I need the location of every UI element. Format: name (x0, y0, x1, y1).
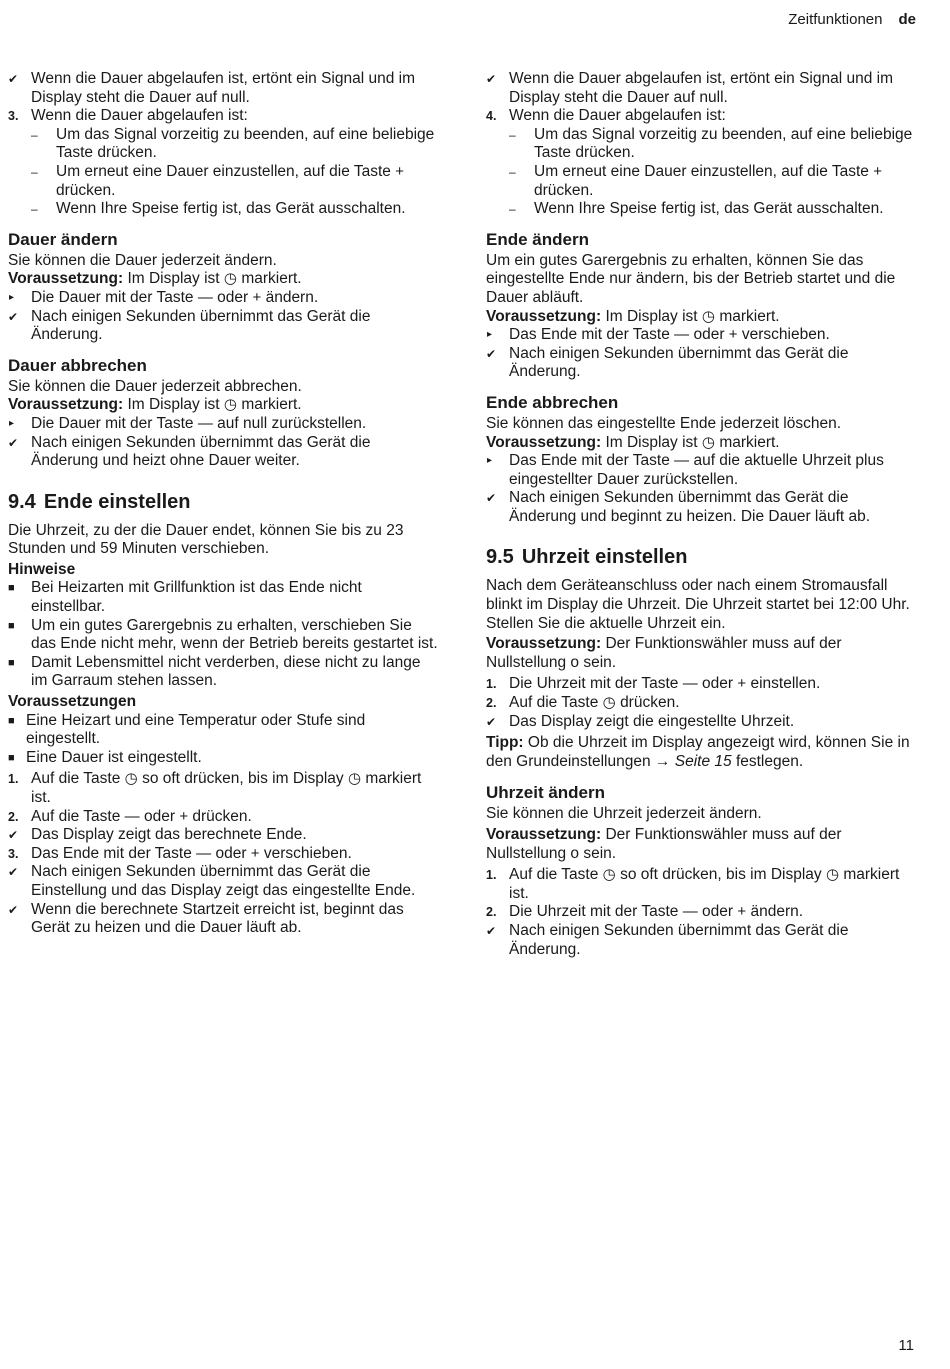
minus-icon: — (196, 844, 212, 862)
triangle-icon: ▸ (9, 417, 15, 429)
step-number: 3. (8, 846, 19, 861)
triangle-icon: ▸ (487, 455, 493, 467)
dash-icon: – (31, 164, 38, 179)
clock-icon: ◷ (223, 270, 237, 288)
result-item: ✔ Wenn die Dauer abgelaufen ist, ertönt ein Signal und im Display steht die Dauer auf null. (8, 70, 416, 106)
requirement-item: ■ Eine Heizart und eine Temperatur oder Stufe sind eingestellt. (8, 711, 366, 748)
note-item: ■ Damit Lebensmittel nicht verderben, diese nicht zu lange im Garraum stehen lassen. (8, 653, 421, 690)
step-number: 3. (8, 109, 19, 124)
check-icon: ✔ (8, 828, 19, 843)
dash-icon: – (509, 202, 516, 217)
page-link[interactable]: Seite 15 (674, 752, 732, 770)
requirement: Voraussetzung: Im Display ist ◷ markiert. (486, 433, 780, 451)
clock-icon: ◷ (701, 433, 715, 451)
section-heading-9-5: 9.5 Uhrzeit einstellen (486, 546, 688, 569)
result-item: ✔ Nach einigen Sekunden übernimmt das Gerät die Änderung. (486, 344, 849, 381)
square-bullet-icon: ■ (8, 582, 15, 595)
minus-icon: — (682, 675, 698, 693)
paragraph: Sie können die Uhrzeit jederzeit ändern. (486, 805, 762, 823)
result-item: ✔ Wenn die Dauer abgelaufen ist, ertönt ein Signal und im Display steht die Dauer auf null. (486, 70, 894, 106)
step-number: 1. (8, 772, 19, 787)
square-bullet-icon: ■ (8, 656, 15, 669)
check-icon: ✔ (486, 714, 497, 729)
check-icon: ✔ (486, 923, 497, 938)
requirement-item: ■ Eine Dauer ist eingestellt. (8, 748, 202, 766)
heading-uhrzeit-aendern: Uhrzeit ändern (486, 783, 606, 803)
check-icon: ✔ (486, 346, 497, 361)
result-item: ✔ Wenn die berechnete Startzeit erreicht ist, beginnt das Gerät zu heizen und die Dauer läuft ab. (8, 900, 404, 937)
triangle-icon: ▸ (9, 291, 15, 303)
triangle-icon: ▸ (487, 329, 493, 341)
sub-item: – Wenn Ihre Speise fertig ist, das Gerät ausschalten. (509, 200, 884, 218)
check-icon: ✔ (8, 435, 19, 450)
result-item: ✔ Nach einigen Sekunden übernimmt das Gerät die Einstellung und das Display zeigt das eingestellte Ende. (8, 863, 416, 899)
action-item: ▸ Das Ende mit der Taste — oder + verschieben. (487, 326, 830, 344)
clock-icon: ◷ (223, 396, 237, 414)
minus-icon: — (197, 414, 213, 432)
dash-icon: – (509, 127, 516, 142)
clock-icon: ◷ (825, 866, 840, 884)
step-number: 4. (486, 109, 497, 124)
step-number: 2. (8, 809, 19, 824)
result-item: ✔ Nach einigen Sekunden übernimmt das Gerät die Änderung. (8, 307, 371, 344)
minus-icon: — (197, 288, 213, 306)
minus-icon: — (674, 452, 690, 470)
step-number: 1. (486, 868, 497, 883)
clock-icon: ◷ (602, 694, 616, 712)
requirement: Voraussetzung: Im Display ist ◷ markiert. (8, 270, 302, 288)
requirement: Voraussetzung: Im Display ist ◷ markiert. (8, 396, 302, 414)
result-item: ✔ Nach einigen Sekunden übernimmt das Gerät die Änderung und beginnt zu heizen. Die Dauer läuft ab. (486, 489, 871, 525)
plus-icon: + (737, 903, 747, 921)
left-column (8, 70, 440, 938)
clock-icon: ◷ (124, 770, 138, 788)
right-column (486, 70, 918, 959)
step-item: 4. Wenn die Dauer abgelaufen ist: (486, 107, 726, 125)
plus-icon: + (252, 288, 262, 306)
note-item: ■ Bei Heizarten mit Grillfunktion ist das Ende nicht einstellbar. (8, 579, 362, 616)
square-bullet-icon: ■ (8, 619, 15, 632)
page-header (788, 11, 916, 30)
action-item: ▸ Die Dauer mit der Taste — oder + ändern. (9, 288, 319, 306)
dash-icon: – (31, 202, 38, 217)
paragraph: Sie können die Dauer jederzeit abbrechen. (8, 377, 302, 395)
check-icon: ✔ (8, 865, 19, 880)
dash-icon: – (509, 164, 516, 179)
note-item: ■ Um ein gutes Garergebnis zu erhalten, verschieben Sie das Ende nicht mehr, wenn der Betrieb bereits gestartet ist. (8, 616, 438, 653)
step-item: 2. Auf die Taste — oder + drücken. (8, 807, 252, 825)
heading-dauer-aendern: Dauer ändern (8, 229, 118, 249)
paragraph: Sie können das eingestellte Ende jederzeit löschen. (486, 414, 842, 432)
square-bullet-icon: ■ (8, 714, 15, 727)
sub-item: – Wenn Ihre Speise fertig ist, das Gerät ausschalten. (31, 200, 406, 218)
arrow-icon: → (654, 752, 671, 770)
plus-icon: + (873, 162, 882, 180)
result-item: ✔ Nach einigen Sekunden übernimmt das Gerät die Änderung. (486, 921, 849, 958)
plus-icon: + (737, 675, 747, 693)
dash-icon: – (31, 127, 38, 142)
heading-ende-aendern: Ende ändern (486, 229, 589, 249)
notes-label: Hinweise (8, 560, 76, 578)
sub-item: – Um das Signal vorzeitig zu beenden, auf eine beliebige Taste drücken. (31, 125, 435, 162)
result-item: ✔ Nach einigen Sekunden übernimmt das Gerät die Änderung und heizt ohne Dauer weiter. (8, 433, 371, 470)
step-item: 1. Auf die Taste ◷ so oft drücken, bis im Display ◷ markiert ist. (8, 770, 422, 806)
section-heading-9-4: 9.4 Ende einstellen (8, 490, 191, 513)
requirement: Voraussetzung: Der Funktionswähler muss auf der Nullstellung o sein. (486, 635, 842, 671)
step-item: 1. Die Uhrzeit mit der Taste — oder + einstellen. (486, 675, 821, 693)
sub-item: – Um erneut eine Dauer einzustellen, auf die Taste + drücken. (509, 162, 882, 199)
paragraph: Nach dem Geräteanschluss oder nach einem Stromausfall blinkt im Display die Uhrzeit. Die Uhrzeit startet bei 12:00 Uhr. Stellen Sie die aktuelle Uhrzeit ein. (486, 577, 910, 632)
requirement: Voraussetzung: Der Funktionswähler muss auf der Nullstellung o sein. (486, 826, 842, 862)
step-number: 2. (486, 696, 497, 711)
clock-icon: ◷ (701, 307, 715, 325)
clock-icon: ◷ (602, 866, 616, 884)
plus-icon: + (179, 807, 189, 825)
paragraph: Sie können die Dauer jederzeit ändern. (8, 251, 277, 269)
check-icon: ✔ (8, 902, 19, 917)
requirements-label: Voraussetzungen (8, 693, 137, 711)
clock-icon: ◷ (347, 770, 362, 788)
sub-item: – Um erneut eine Dauer einzustellen, auf die Taste + drücken. (31, 162, 404, 199)
minus-icon: — (124, 807, 140, 825)
check-icon: ✔ (486, 72, 497, 86)
header-lang: de (898, 11, 916, 28)
heading-dauer-abbrechen: Dauer abbrechen (8, 355, 147, 375)
heading-ende-abbrechen: Ende abbrechen (486, 392, 619, 412)
minus-icon: — (674, 326, 690, 344)
check-icon: ✔ (8, 309, 19, 324)
square-bullet-icon: ■ (8, 751, 15, 764)
action-item: ▸ Das Ende mit der Taste — auf die aktuelle Uhrzeit plus eingestellter Dauer zurückstellen. (487, 452, 884, 488)
check-icon: ✔ (486, 491, 497, 506)
page-number: 11 (898, 1337, 914, 1355)
step-item: 1. Auf die Taste ◷ so oft drücken, bis im Display ◷ markiert ist. (486, 866, 900, 902)
header-section: Zeitfunktionen (788, 11, 883, 28)
check-icon: ✔ (8, 72, 19, 86)
paragraph: Die Uhrzeit, zu der die Dauer endet, können Sie bis zu 23 Stunden und 59 Minuten verschieben. (8, 521, 404, 558)
plus-icon: + (728, 326, 738, 344)
step-item: 3. Wenn die Dauer abgelaufen ist: (8, 107, 248, 125)
paragraph: Um ein gutes Garergebnis zu erhalten, können Sie das eingestellte Ende nur ändern, bis der Betrieb startet und die Dauer abläuft. (486, 251, 896, 306)
step-item: 2. Die Uhrzeit mit der Taste — oder + ändern. (486, 903, 804, 921)
step-item: 3. Das Ende mit der Taste — oder + verschieben. (8, 844, 352, 862)
step-number: 2. (486, 905, 497, 920)
result-item: ✔ Das Display zeigt das berechnete Ende. (8, 826, 307, 844)
step-item: 2. Auf die Taste ◷ drücken. (486, 694, 680, 712)
action-item: ▸ Die Dauer mit der Taste — auf null zurückstellen. (9, 414, 367, 432)
requirement: Voraussetzung: Im Display ist ◷ markiert. (486, 307, 780, 325)
step-number: 1. (486, 677, 497, 692)
sub-item: – Um das Signal vorzeitig zu beenden, auf eine beliebige Taste drücken. (509, 125, 913, 162)
minus-icon: — (682, 903, 698, 921)
plus-icon: + (250, 844, 260, 862)
plus-icon: + (395, 162, 404, 180)
result-item: ✔ Das Display zeigt die eingestellte Uhrzeit. (486, 712, 795, 730)
tip: Tipp: Ob die Uhrzeit im Display angezeigt wird, können Sie in den Grundeinstellungen → Seite 15 festlegen. (486, 734, 910, 770)
